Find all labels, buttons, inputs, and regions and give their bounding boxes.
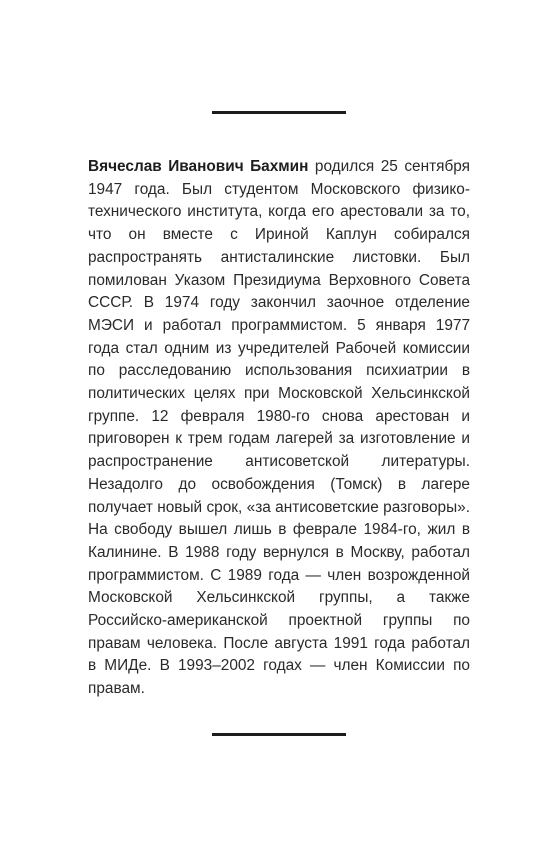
top-divider xyxy=(212,111,346,114)
biography-paragraph xyxy=(88,156,470,701)
person-name: Вячеслав Иванович Бахмин xyxy=(88,158,309,175)
biography-text: родился 25 сентября 1947 года. Был студентом Московского физико-технического института, когда его арестовали за то, что он вместе с Ириной Каплун собирался распространять антисталинские листовки. Был помилован Указом Президиума Верховного Совета СССР. В 1974 году закончил заочное отделение МЭСИ и работал программистом. 5 января 1977 года стал одним из учредителей Рабочей комиссии по расследованию использования психиатрии в политических целях при Московской Хельсинкской группе. 12 февраля 1980-го снова арестован и приговорен к трем годам лагерей за изготовление и распространение антисоветской литературы. Незадолго до освобождения (Томск) в лагере получает новый срок, «за антисоветские разговоры». На свободу вышел лишь в феврале 1984-го, жил в Калинине. В 1988 году вернулся в Москву, работал программистом. С 1989 года — член возрожденной Московской Хельсинкской группы, а также Российско-американской проектной группы по правам человека. После августа 1991 года работал в МИДе. В 1993–2002 годах — член Комиссии по правам. xyxy=(88,158,470,698)
bottom-divider xyxy=(212,733,346,736)
